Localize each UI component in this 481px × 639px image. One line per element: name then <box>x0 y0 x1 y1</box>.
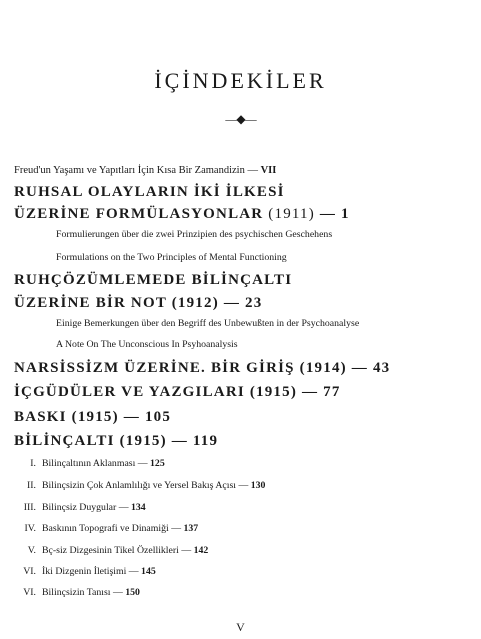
toc-section-row <box>14 566 156 577</box>
entry-text: ÜZERİNE BİR NOT (1912) — <box>14 295 245 311</box>
toc-subtitle-english-1: Formulations on the Two Principles of Mental Functioning <box>56 252 287 263</box>
section-text: İki Dizgenin İletişimi — <box>42 566 142 577</box>
page-number: V <box>236 620 245 634</box>
toc-entry-two-principles-line1 <box>14 184 285 201</box>
toc-entry-unconscious-note-line1 <box>14 272 292 289</box>
section-number: IV. <box>24 523 36 534</box>
toc-entry-the-unconscious <box>14 433 218 450</box>
entry-page: 77 <box>323 384 341 400</box>
section-number: I. <box>30 458 36 469</box>
entry-text: RUHÇÖZÜMLEMEDE BİLİNÇALTI <box>14 272 293 288</box>
toc-section-row <box>14 587 140 598</box>
entry-year: (1911) <box>268 206 315 222</box>
entry-text: NARSİSSİZM ÜZERİNE. BİR GİRİŞ (1914) — <box>14 360 373 376</box>
section-page: 125 <box>150 458 165 469</box>
section-text: Bilinçaltının Aklanması — <box>42 458 151 469</box>
toc-section-row <box>14 458 165 469</box>
toc-subtitle-english-2: A Note On The Unconscious In Psyhoanalysis <box>56 339 238 350</box>
section-text: Baskının Topografi ve Dinamiği — <box>42 523 184 534</box>
toc-entry-two-principles-line2 <box>14 206 350 223</box>
section-text: Bilinçsiz Duygular — <box>42 502 131 513</box>
toc-section-row <box>14 502 146 513</box>
toc-section-row <box>14 523 198 534</box>
section-number: III. <box>23 502 36 513</box>
section-page: 130 <box>250 480 266 491</box>
section-number: V. <box>27 545 36 556</box>
entry-text: ÜZERİNE FORMÜLASYONLAR <box>14 206 269 222</box>
entry-page: 23 <box>245 295 263 311</box>
section-page: 134 <box>130 502 146 513</box>
ornament-divider: —◆— <box>225 112 256 126</box>
toc-entry-unconscious-note-line2 <box>14 295 262 312</box>
toc-entry-narcissism <box>14 360 390 377</box>
page-title: İÇİNDEKİLER <box>154 68 327 93</box>
section-page: 142 <box>193 545 209 556</box>
section-page: 137 <box>183 523 199 534</box>
entry-page: VII <box>260 165 277 176</box>
toc-subtitle-german-2: Einige Bemerkungen über den Begriff des Unbewußten in der Psychoanalyse <box>56 318 360 329</box>
toc-entry-instincts <box>14 384 341 401</box>
entry-text: RUHSAL OLAYLARIN İKİ İLKESİ <box>14 184 285 200</box>
entry-text: Freud'un Yaşamı ve Yapıtları İçin Kısa Bir Zamandizin — <box>14 165 261 176</box>
entry-dash: — <box>314 206 342 222</box>
section-number: VI. <box>23 587 36 598</box>
section-text: Bç-siz Dizgesinin Tikel Özellikleri — <box>42 545 194 556</box>
section-text: Bilinçsizin Tanısı — <box>42 587 126 598</box>
entry-text: İÇGÜDÜLER VE YAZGILARI (1915) — <box>14 384 324 400</box>
section-text: Bilinçsizin Çok Anlamlılığı ve Yersel Bakış Açısı — <box>42 480 251 491</box>
entry-page: 119 <box>192 433 219 449</box>
section-page: 145 <box>141 566 156 577</box>
toc-subtitle-german-1: Formulierungen über die zwei Prinzipien des psychischen Geschehens <box>56 229 333 240</box>
entry-page: 105 <box>144 409 172 425</box>
toc-section-row <box>14 545 208 556</box>
toc-entry-repression <box>14 409 171 426</box>
section-number: II. <box>27 480 36 491</box>
toc-entry-chronology <box>14 165 276 176</box>
toc-section-row <box>14 480 265 491</box>
entry-page: 43 <box>372 360 391 376</box>
entry-text: BİLİNÇALTI (1915) — <box>14 433 193 449</box>
entry-text: BASKI (1915) — <box>14 409 145 425</box>
entry-page: 1 <box>341 206 350 222</box>
section-number: VI. <box>23 566 36 577</box>
section-page: 150 <box>125 587 140 598</box>
